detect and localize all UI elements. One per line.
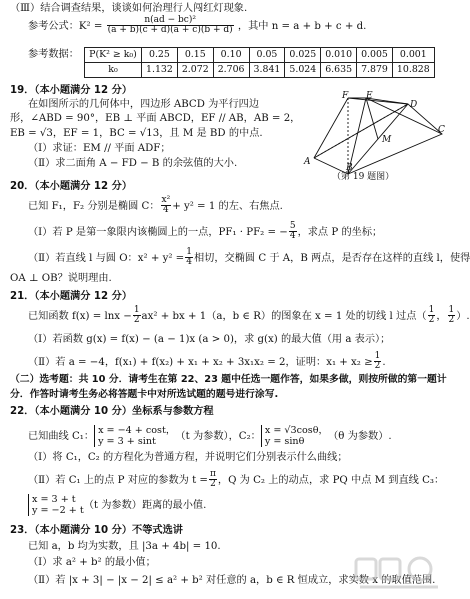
q19-title: 19．（本小题满分 12 分） [10, 85, 133, 96]
system-eq: x = −4 + cost， [98, 425, 176, 436]
table-cell: 5.024 [285, 63, 321, 78]
system-eq: x = 3 + t [32, 494, 76, 505]
q21-text-post: ）. [456, 310, 470, 322]
system-brace [261, 425, 328, 447]
q22-part2 [28, 470, 444, 490]
system-brace [28, 494, 84, 516]
fraction-den: 2 [133, 315, 140, 326]
q22-title: 22．（本小题满分 10 分）坐标系与参数方程 [10, 406, 214, 417]
q22-text [28, 425, 392, 447]
q20-part2 [28, 248, 470, 268]
label-m: M [382, 135, 392, 145]
table-row-head: k₀ [85, 63, 142, 78]
q22-text [28, 494, 206, 516]
fraction [289, 222, 297, 242]
fraction-den: 4 [289, 231, 296, 242]
q23-part1: （Ⅰ）求 a² + b² 的最小值； [28, 557, 156, 568]
fraction-num: 1 [186, 247, 192, 257]
q20-part2-pre: （Ⅱ）若直线 l 与圆 O：x² + y² = [28, 252, 185, 264]
fraction-den: 2 [428, 315, 435, 326]
q22-part1: （Ⅰ）将 C₁，C₂ 的方程化为普通方程，并说明它们分别表示什么曲线； [28, 452, 348, 463]
system-eq: y = sinθ [264, 436, 305, 448]
reference-table [84, 47, 435, 78]
q22-text-post: （t 为参数）距离的最小值. [83, 500, 207, 512]
q20-text: OA ⊥ OB？说明理由. [10, 273, 112, 284]
formula-line [28, 16, 366, 36]
table-row [85, 63, 435, 78]
label-c: C [438, 125, 445, 135]
label-e: E [366, 91, 373, 101]
q21-part1: （Ⅰ）若函数 g(x) = f(x) − (a − 1)x (a > 0)，求 g(x) 的最大值（用 a 表示）； [28, 334, 391, 345]
figure-edge-af [314, 98, 348, 158]
system-eq: y = 3 + sint [98, 436, 156, 448]
fraction-num: 1 [428, 305, 435, 315]
formula-tail: ，其中 n = a + b + c + d. [237, 20, 367, 32]
section2-intro: 分．作答时请考生务必将答题卡中对所选试题的题号进行涂写. [10, 389, 279, 400]
figure-caption: （第 19 题图） [332, 172, 395, 182]
q20-part1-post: ，求点 P 的坐标； [297, 226, 383, 238]
q23-part2: （Ⅱ）若 |x + 3| − |x − 2| ≤ a² + b² 对任意的 a，b ∈ R 恒成立，求实数 x 的取值范围. [28, 575, 436, 586]
fraction-num: π [209, 469, 216, 479]
fraction [185, 248, 193, 268]
table-cell: 0.10 [213, 48, 249, 63]
section2-intro: （二）选考题：共 10 分．请考生在第 22、23 题中任选一题作答，如果多做，则按所做的第一题计 [10, 374, 447, 385]
system-brace [94, 425, 175, 447]
fraction [133, 306, 141, 326]
q20-title: 20．（本小题满分 12 分） [10, 181, 133, 192]
fraction-num: 1 [448, 305, 455, 315]
q21-text-pre: 已知函数 f(x) = lnx − [28, 310, 132, 322]
fraction [374, 352, 382, 372]
fraction [428, 306, 436, 326]
fraction-num: 5 [289, 221, 296, 231]
fraction-den: 2 [448, 315, 455, 326]
geometry-figure [300, 91, 446, 178]
q21-text-mid: ax² + bx + 1（a，b ∈ R）的图象在 x = 1 处的切线 l 过点（ [141, 310, 427, 322]
q19-part2: （Ⅱ）求二面角 A − FD − B 的余弦值的大小. [28, 158, 238, 169]
q20-part2-post: 相切，交椭圆 C 于 A，B 两点，是否存在这样的直线 l，使得 [193, 252, 470, 264]
fraction-num: 1 [133, 305, 140, 315]
table-cell: 2.072 [177, 63, 213, 78]
formula-numerator: n(ad − bc)² [107, 16, 234, 26]
label-b: B [346, 163, 353, 173]
q19-text: 形，∠ABD = 90°，EB ⊥ 平面 ABCD，EF // AB，AB = 2， [10, 113, 301, 124]
q22-part2-pre: （Ⅱ）若 C₁ 上的点 P 对应的参数为 t = [28, 474, 208, 486]
table-cell: 0.010 [321, 48, 357, 63]
formula-fraction [107, 16, 234, 36]
system-eq: x = √3cosθ， [264, 425, 329, 436]
q23-text: 已知 a，b 均为实数，且 |3a + 4b| = 10. [28, 541, 221, 552]
q22-part2-post: ，Q 为 C₂ 上的动点，求 PQ 中点 M 到直线 C₃： [217, 474, 445, 486]
table-cell: 6.635 [321, 63, 357, 78]
table-cell: 0.25 [142, 48, 178, 63]
fraction-num: x² [161, 195, 171, 205]
table-cell: 2.706 [213, 63, 249, 78]
ref-data-label: 参考数据： [28, 49, 79, 60]
fraction-den: 2 [374, 361, 381, 372]
watermark-logo [352, 553, 447, 597]
table-cell: 1.132 [142, 63, 178, 78]
q21-text: 已知函数 f(x) = lnx − $\frac{1}{2}$ ax² + bx + 1（a，b ∈ R）的图象在 x = 1 处的切线 l 过点（ $\frac{1}{2}$ ， $\frac{1}{2}$ ）. [28, 305, 470, 326]
fraction [161, 196, 172, 216]
q22-text-mid: （t 为参数），C₂： [175, 431, 261, 443]
table-cell: 0.15 [177, 48, 213, 63]
label-a: A [304, 157, 311, 167]
fraction-den: 2 [210, 479, 216, 490]
table-cell: 10.828 [392, 63, 434, 78]
label-d: D [410, 100, 418, 110]
table-cell: 0.001 [392, 48, 434, 63]
q21-part2-pre: （Ⅱ）若 a = −4，f(x₁) + f(x₂) + x₁ + x₂ + 3x₁x₂ = 2，证明：x₁ + x₂ ≥ [28, 356, 373, 368]
table-cell: 7.879 [357, 63, 393, 78]
q21-part2 [28, 352, 386, 372]
q21-title: 21．（本小题满分 12 分） [10, 291, 133, 302]
table-cell: 3.841 [249, 63, 285, 78]
q20-text [28, 196, 283, 216]
q20-part1 [28, 222, 382, 242]
fraction-den: 4 [162, 205, 169, 216]
q20-text-pre: 已知 F₁，F₂ 分别是椭圆 C： [28, 200, 160, 212]
q20-part1-pre: （Ⅰ）若 P 是第一象限内该椭圆上的一点，PF₁ · PF₂ = − [28, 226, 288, 238]
table-cell: 0.025 [285, 48, 321, 63]
formula-label: 参考公式：K² = [28, 20, 103, 32]
q19-text: EB = √3，EF = 1，BC = √13，且 M 是 BD 的中点. [10, 128, 263, 139]
q18-part3: （Ⅲ）结合调查结果，谈谈如何治理行人闯红灯现象. [10, 3, 248, 14]
table-row-head: P(K² ≥ k₀) [85, 48, 142, 63]
q22-text-post: （θ 为参数）. [328, 431, 392, 443]
q23-title: 23．（本小题满分 10 分）不等式选讲 [10, 525, 183, 536]
system-eq: y = −2 + t [32, 505, 84, 517]
q20-text-post: + y² = 1 的左、右焦点. [172, 200, 283, 212]
fraction-den: 4 [186, 257, 192, 268]
fraction [448, 306, 456, 326]
q19-part1: （Ⅰ）求证：EM // 平面 ADF； [28, 143, 171, 154]
table-cell: 0.005 [357, 48, 393, 63]
fraction [209, 470, 217, 490]
q19-text: 在如图所示的几何体中，四边形 ABCD 为平行四边 [28, 99, 260, 110]
fraction-num: 1 [374, 351, 381, 361]
table-cell: 0.05 [249, 48, 285, 63]
table-row [85, 48, 435, 63]
q22-text-pre: 已知曲线 C₁： [28, 431, 95, 443]
label-f: F [342, 91, 349, 101]
formula-denominator: (a + b)(c + d)(a + c)(b + d) [107, 25, 233, 36]
figure-edge-em [366, 98, 378, 139]
q21-part2-post: . [382, 356, 386, 368]
